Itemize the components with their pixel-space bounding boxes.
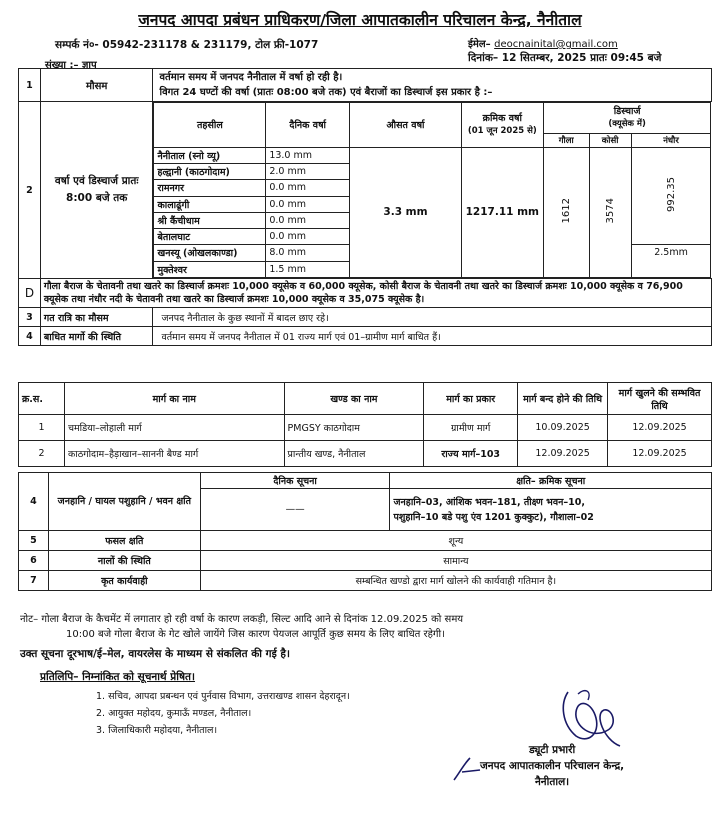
tehsil-name: मुक्तेश्वर	[154, 261, 266, 277]
loss-line-2: पशुहानि–10 बडे पशु एंव 1201 कुक्कुट), गौशाला–02	[393, 511, 594, 523]
table-row	[19, 415, 712, 441]
col-average-rain: औसत वर्षा	[350, 103, 462, 148]
handwritten-signature	[548, 684, 638, 750]
status-table	[18, 472, 712, 591]
road-division: PMGSY काठगोदाम	[284, 415, 424, 441]
row-number: 1	[19, 69, 41, 102]
gaula-discharge	[543, 147, 589, 277]
source-summary: उक्त सूचना दूरभाष/ई–मेल, वायरलेस के माध्यम से संकलित की गई है।	[20, 648, 290, 660]
loss-daily-value: ——	[200, 489, 390, 531]
row-number: 7	[19, 571, 49, 591]
col-gaula: गौला	[543, 133, 589, 147]
tehsil-name: बेतालघाट	[154, 229, 266, 245]
col-discharge-label: डिस्चार्ज	[613, 105, 641, 117]
row-label: जनहानि / घायल पशुहानि / भवन क्षति	[48, 473, 200, 531]
list-item: 3. जिलाधिकारी महोदया, नैनीताल।	[96, 725, 218, 736]
roads-table	[18, 382, 712, 467]
roads-col-type: मार्ग का प्रकार	[424, 383, 518, 415]
loss-cumulative-header: क्षति– क्रमिक सूचना	[390, 473, 712, 489]
action-taken-value: सम्बन्धित खण्डो द्वारा मार्ग खोलने की कार्यवाही गतिमान है।	[200, 571, 711, 591]
tehsil-rain: 0.0 mm	[266, 196, 350, 212]
row-number: 3	[19, 308, 41, 327]
row-label: फसल क्षति	[48, 531, 200, 551]
road-open-date: 12.09.2025	[608, 441, 712, 467]
tehsil-name: रामनगर	[154, 180, 266, 196]
tehsil-rain: 0.0 mm	[266, 229, 350, 245]
loss-daily-header: दैनिक सूचना	[200, 473, 390, 489]
road-name: काठगोदाम–हैड़ाखान–साननी बैण्ड मार्ग	[64, 441, 284, 467]
row-number: 4	[19, 473, 49, 531]
row-weather	[19, 69, 712, 102]
row-number: 4	[19, 327, 41, 346]
contact-number: सम्पर्क नं०- 05942-231178 & 231179, टोल फ्री-1077	[55, 39, 319, 51]
table-row	[19, 441, 712, 467]
nandhaur-value: 992.35	[665, 177, 677, 213]
tehsil-rain: 0.0 mm	[266, 180, 350, 196]
signatory-title: ड्यूटी प्रभारी	[529, 744, 576, 756]
road-type: राज्य मार्ग–103	[424, 441, 518, 467]
tehsil-name: कालाढूंगी	[154, 196, 266, 212]
tehsil-name: खनस्यू (ओखलकाण्डा)	[154, 245, 266, 261]
row-label: गत रात्रि का मौसम	[40, 308, 153, 327]
tehsil-name: श्री कैंचीधाम	[154, 212, 266, 228]
blocked-roads-text: वर्तमान समय में जनपद नैनीताल में 01 राज्य मार्ग एवं 01–ग्रामीण मार्ग बाधित हैं।	[153, 327, 712, 346]
col-cumulative-label: क्रमिक वर्षा	[482, 112, 522, 124]
row-blocked-roads	[19, 327, 712, 346]
reference-number: संख्या :– ज्ञाप	[45, 60, 97, 71]
average-rain-value: 3.3 mm	[350, 147, 462, 277]
row-label: नालों की स्थिति	[48, 551, 200, 571]
page-title: जनपद आपदा प्रबंधन प्राधिकरण/जिला आपातकालीन परिचालन केन्द्र, नैनीताल	[138, 11, 582, 29]
row-last-night-weather	[19, 308, 712, 327]
tehsil-rain: 8.0 mm	[266, 245, 350, 261]
rainfall-table	[153, 102, 711, 278]
email-address: deocnainital@gmail.com	[494, 39, 618, 50]
row-label: वर्षा एवं डिस्चार्ज प्रातः 8:00 बजे तक	[40, 102, 153, 279]
signatory-place: नैनीताल।	[534, 776, 570, 788]
drains-value: सामान्य	[200, 551, 711, 571]
tehsil-name: हल्द्वानी (काठगोदाम)	[154, 164, 266, 180]
roads-col-name: मार्ग का नाम	[64, 383, 284, 415]
col-daily-rain: दैनिक वर्षा	[266, 103, 350, 148]
row-action-taken	[19, 571, 712, 591]
copy-to-list	[96, 688, 350, 739]
nandhaur-extra: 2.5mm	[631, 245, 711, 278]
road-open-date: 12.09.2025	[608, 415, 712, 441]
copy-to-heading: प्रतिलिपि– निम्नांकित को सूचनार्थ प्रेषित।	[40, 671, 196, 683]
row-rainfall	[19, 102, 712, 279]
road-type: ग्रामीण मार्ग	[424, 415, 518, 441]
note	[20, 612, 690, 642]
roads-col-sno: क्र.स.	[19, 383, 65, 415]
col-cumulative-rain	[461, 103, 543, 148]
cumulative-rain-value: 1217.11 mm	[461, 147, 543, 277]
col-discharge-sub: (क्यूसेक में)	[608, 118, 646, 129]
tehsil-rain: 2.0 mm	[266, 164, 350, 180]
tehsil-name: नैनीताल (स्नो व्यू)	[154, 147, 266, 163]
warning-mark: D	[19, 279, 41, 308]
tehsil-rain: 1.5 mm	[266, 261, 350, 277]
road-division: प्रान्तीय खण्ड, नैनीताल	[284, 441, 424, 467]
row-number: 2	[19, 102, 41, 279]
note-line-1: नोट– गोला बैराज के कैचमेंट में लगातार हो रही वर्षा के कारण लकड़ी, सिल्ट आदि आने से दिनांक 12.09.2025 को समय	[20, 614, 464, 625]
road-closed-date: 10.09.2025	[518, 415, 608, 441]
row-warning	[19, 279, 712, 308]
warning-text: गौला बैराज के चेतावनी तथा खतरे का डिस्चार्ज क्रमशः 10,000 क्यूसेक व 60,000 क्यूसेक, कोसी बैराज के चेतावनी तथा खतरे का डिस्चार्ज क्रमशः 10,000 क्यूसेक व 76,900 क्यूसेक तथा नंधौर नदी के चेतावनी तथा खतरे का डिस्चार्ज क्रमशः 10,000 क्यूसेक व 35,075 क्यूसेक है।	[40, 279, 711, 308]
signature-block	[480, 742, 624, 790]
row-drains	[19, 551, 712, 571]
email-line	[468, 36, 618, 50]
roads-col-closed-date: मार्ग बन्द होने की तिथि	[518, 383, 608, 415]
col-nandhaur: नंधौर	[631, 133, 711, 147]
row-label: कृत कार्यवाही	[48, 571, 200, 591]
kosi-discharge	[589, 147, 631, 277]
row-number: 5	[19, 531, 49, 551]
roads-header-row	[19, 383, 712, 415]
last-night-text: जनपद नैनीताल के कुछ स्थानों में बादल छाए रहे।	[153, 308, 712, 327]
road-sno: 1	[19, 415, 65, 441]
list-item: 1. सचिव, आपदा प्रबन्धन एवं पुर्नवास विभाग, उत्तराखण्ड शासन देहरादून।	[96, 691, 350, 702]
road-closed-date: 12.09.2025	[518, 441, 608, 467]
tehsil-rain: 0.0 mm	[266, 212, 350, 228]
report-table	[18, 68, 712, 346]
signatory-office: जनपद आपातकालीन परिचालन केन्द्र,	[480, 760, 625, 772]
report-date: दिनांक– 12 सितम्बर, 2025 प्रातः 09:45 बजे	[468, 52, 662, 64]
row-crop-loss	[19, 531, 712, 551]
col-discharge	[543, 103, 711, 134]
email-label: ईमेल–	[468, 39, 491, 50]
nandhaur-discharge	[631, 147, 711, 245]
row-label: मौसम	[40, 69, 153, 102]
col-kosi: कोसी	[589, 133, 631, 147]
weather-line-2: विगत 24 घण्टों की वर्षा (प्रातः 08:00 बजे तक) एवं बैराजों का डिस्चार्ज इस प्रकार है :–	[159, 87, 493, 98]
gaula-value: 1612	[560, 198, 572, 224]
crop-loss-value: शून्य	[200, 531, 711, 551]
row-label: बाधित मार्गो की स्थिति	[40, 327, 153, 346]
col-cumulative-sub: (01 जून 2025 से)	[467, 125, 537, 136]
loss-line-1: जनहानि–03, आंशिक भवन–181, तीक्ष्ण भवन–10,	[393, 496, 585, 508]
loss-cumulative-value	[390, 489, 712, 531]
note-line-2: 10:00 बजे गोला बैराज के गेट खोले जायेंगे जिस कारण पेयजल आपूर्ति कुछ समय के लिए बाधित रहेगी।	[66, 629, 445, 640]
weather-line-1: वर्तमान समय में जनपद नैनीताल में वर्षा हो रही है।	[159, 72, 343, 83]
row-number: 6	[19, 551, 49, 571]
roads-col-division: खण्ड का नाम	[284, 383, 424, 415]
col-tehsil: तहसील	[154, 103, 266, 148]
road-name: चमडिया–लोहाली मार्ग	[64, 415, 284, 441]
kosi-value: 3574	[604, 198, 616, 224]
row-loss-header	[19, 473, 712, 489]
roads-col-open-date: मार्ग खुलने की सम्भवित तिथि	[608, 383, 712, 415]
list-item: 2. आयुक्त महोदय, कुमाऊँ मण्डल, नैनीताल।	[96, 708, 252, 719]
tehsil-rain: 13.0 mm	[266, 147, 350, 163]
weather-text	[153, 69, 712, 102]
road-sno: 2	[19, 441, 65, 467]
